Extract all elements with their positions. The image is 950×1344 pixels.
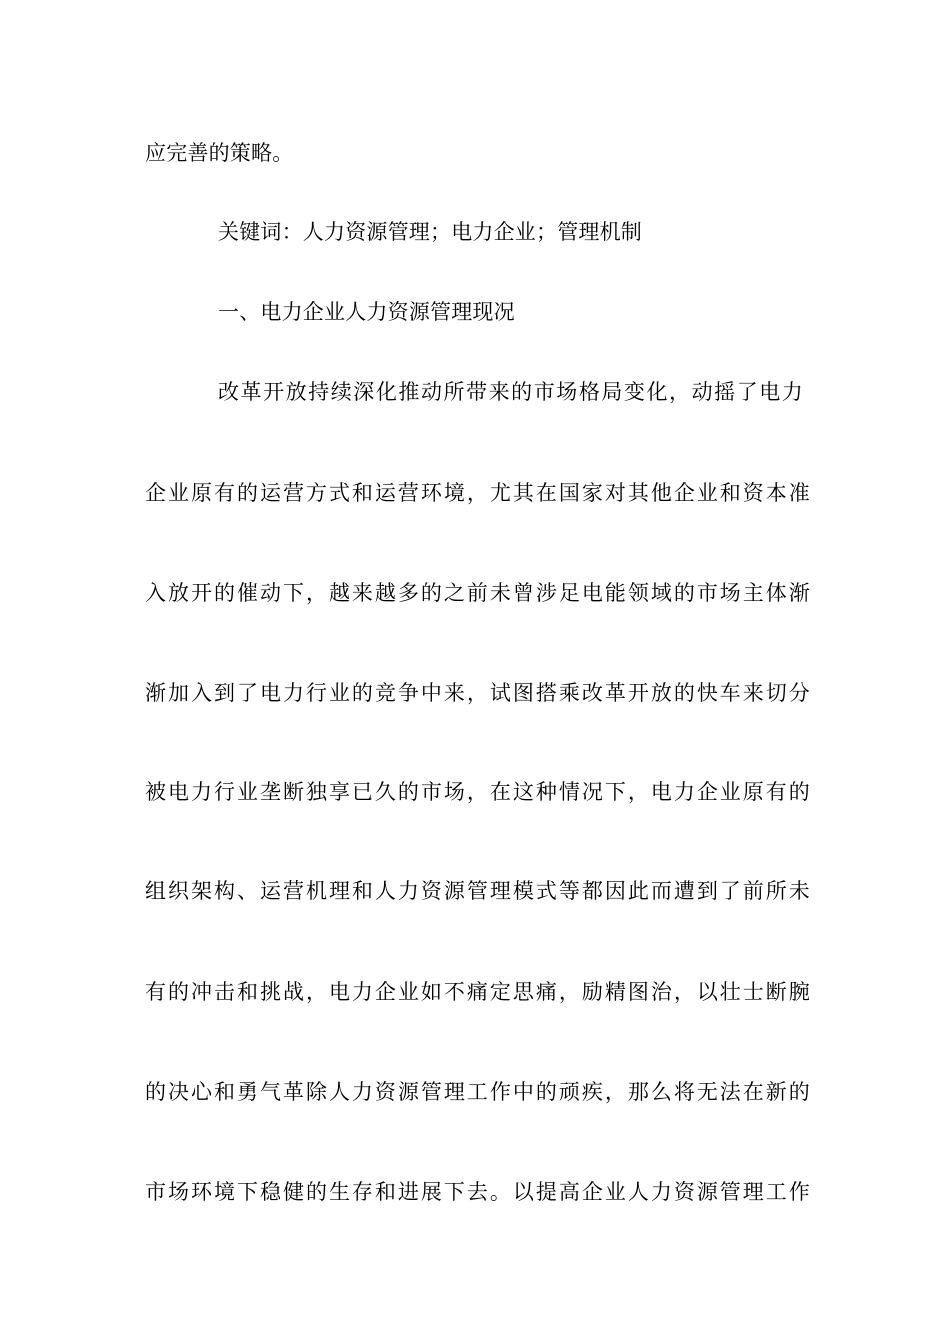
paragraph-line: 改革开放持续深化推动所带来的市场格局变化，动摇了电力 xyxy=(218,380,803,404)
paragraph-line: 的决心和勇气革除人力资源管理工作中的顽疾，那么将无法在新的 xyxy=(145,1080,810,1104)
section-heading: 一、电力企业人力资源管理现况 xyxy=(218,300,515,324)
paragraph-line: 组织架构、运营机理和人力资源管理模式等都因此而遭到了前所未 xyxy=(145,879,810,903)
paragraph-line: 企业原有的运营方式和运营环境，尤其在国家对其他企业和资本准 xyxy=(145,481,810,505)
paragraph-line: 入放开的催动下，越来越多的之前未曾涉足电能领域的市场主体渐 xyxy=(145,581,810,605)
paragraph-line: 市场环境下稳健的生存和进展下去。以提高企业人力资源管理工作 xyxy=(145,1180,810,1204)
keywords-line: 关键词：人力资源管理；电力企业；管理机制 xyxy=(218,220,642,244)
paragraph-line: 有的冲击和挑战，电力企业如不痛定思痛，励精图治，以壮士断腕 xyxy=(145,980,810,1004)
paragraph-line: 渐加入到了电力行业的竞争中来，试图搭乘改革开放的快车来切分 xyxy=(145,681,810,705)
paragraph-line: 应完善的策略。 xyxy=(145,141,294,165)
paragraph-line: 被电力行业垄断独享已久的市场，在这种情况下，电力企业原有的 xyxy=(145,780,810,804)
